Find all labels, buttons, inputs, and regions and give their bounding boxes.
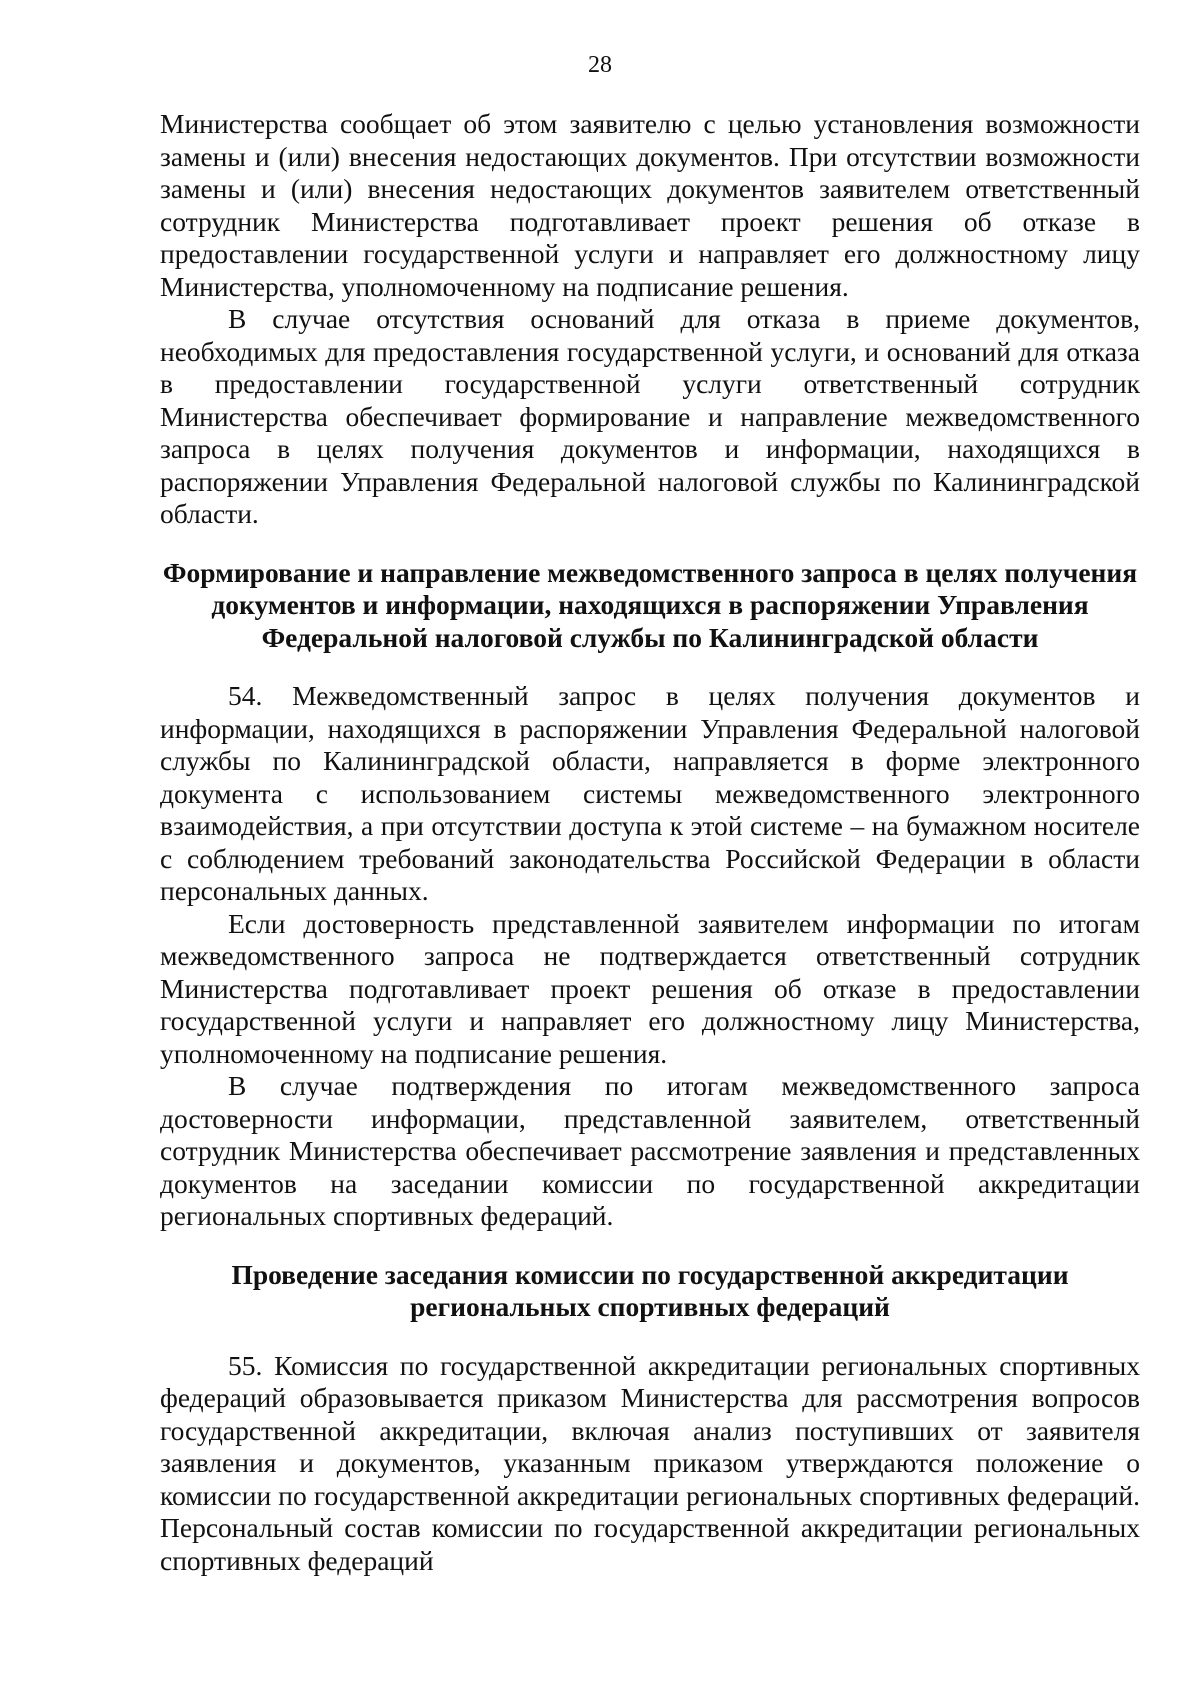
section-heading-interagency-request: Формирование и направление межведомственного запроса в целях получения документов и информации, находящихся в распоряжении Управления Федеральной налоговой службы по Калининградской области bbox=[162, 556, 1138, 653]
paragraph-confirmed: В случае подтверждения по итогам межведомственного запроса достоверности информации, представленной заявителем, ответственный сотрудник Министерства обеспечивает рассмотрение заявления и представленных документов на заседании комиссии по государственной аккредитации региональных спортивных федераций. bbox=[160, 1070, 1140, 1231]
paragraph-no-grounds: В случае отсутствия оснований для отказа в приеме документов, необходимых для предоставления государственной услуги, и оснований для отказа в предоставлении государственной услуги ответственный сотрудник Министерства обеспечивает формирование и направление межведомственного запроса в целях получения документов и информации, находящихся в распоряжении Управления Федеральной налоговой службы по Калининградской области. bbox=[160, 303, 1140, 529]
paragraph-item-54: 54. Межведомственный запрос в целях получения документов и информации, находящихся в распоряжении Управления Федеральной налоговой службы по Калининградской области, направляется в форме электронного документа с использованием системы межведомственного электронного взаимодействия, а при отсутствии доступа к этой системе – на бумажном носителе с соблюдением требований законодательства Российской Федерации в области персональных данных. bbox=[160, 680, 1140, 906]
document-body bbox=[160, 108, 1140, 1577]
paragraph-not-confirmed: Если достоверность представленной заявителем информации по итогам межведомственного запроса не подтверждается ответственный сотрудник Министерства подготавливает проект решения об отказе в предоставлении государственной услуги и направляет его должностному лицу Министерства, уполномоченному на подписание решения. bbox=[160, 907, 1140, 1069]
paragraph-continuation: Министерства сообщает об этом заявителю с целью установления возможности замены и (или) внесения недостающих документов. При отсутствии возможности замены и (или) внесения недостающих документов заявителем ответственный сотрудник Министерства подготавливает проект решения об отказе в предоставлении государственной услуги и направляет его должностному лицу Министерства, уполномоченному на подписание решения. bbox=[160, 108, 1140, 302]
paragraph-item-55: 55. Комиссия по государственной аккредитации региональных спортивных федераций образовывается приказом Министерства для рассмотрения вопросов государственной аккредитации, включая анализ поступивших от заявителя заявления и документов, указанным приказом утверждаются положение о комиссии по государственной аккредитации региональных спортивных федераций. Персональный состав комиссии по государственной аккредитации региональных спортивных федераций bbox=[160, 1349, 1140, 1576]
section-heading-commission-meeting: Проведение заседания комиссии по государственной аккредитации региональных спортивных федераций bbox=[231, 1258, 1069, 1322]
page-number: 28 bbox=[588, 52, 612, 78]
